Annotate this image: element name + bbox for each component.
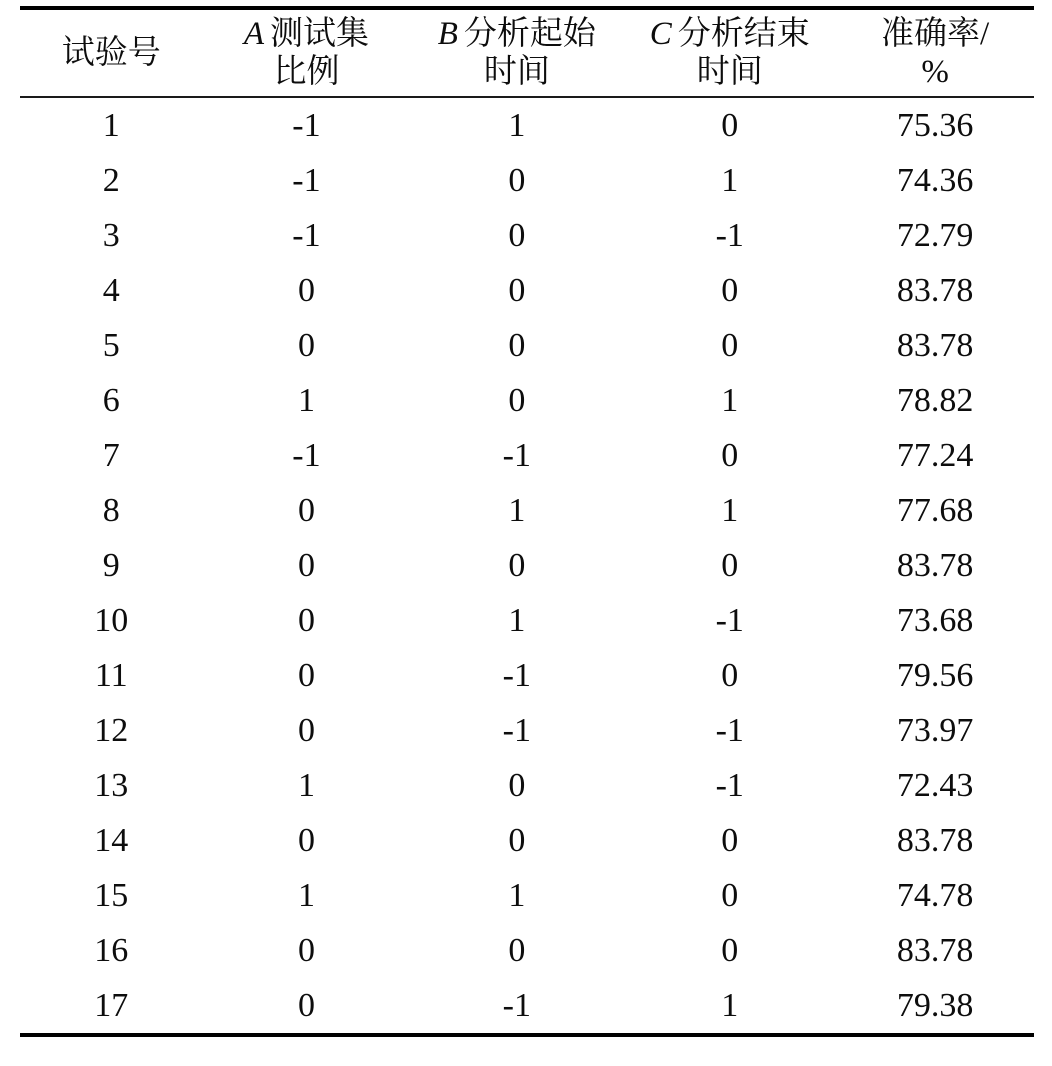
table-row (20, 153, 1034, 208)
table-cell: 74.78 (896, 876, 974, 914)
table-cell: 0 (297, 821, 315, 859)
column-header-accuracy (836, 8, 1034, 97)
header-line2: 时间 (483, 54, 550, 90)
table-cell: 83.78 (896, 546, 974, 584)
table-cell: -1 (292, 436, 321, 474)
table-cell: 1 (721, 491, 739, 529)
table-cell: 77.24 (896, 436, 974, 474)
column-header-factor-b (410, 8, 623, 97)
table-cell: 0 (297, 931, 315, 969)
table-cell: 1 (297, 766, 315, 804)
table-cell: 83.78 (896, 821, 974, 859)
table-cell: 0 (508, 931, 526, 969)
table-cell: 1 (508, 601, 526, 639)
table-cell: 0 (508, 161, 526, 199)
table-cell: 7 (102, 436, 120, 474)
table-cell: 1 (297, 381, 315, 419)
column-header-trial-number (20, 8, 203, 97)
table-cell: -1 (715, 216, 744, 254)
table-cell: 1 (721, 986, 739, 1024)
table-cell: 0 (297, 326, 315, 364)
table-cell: 12 (94, 711, 129, 749)
header-line1: 分析起始 (463, 15, 596, 52)
table-row (20, 758, 1034, 813)
table-cell: 83.78 (896, 326, 974, 364)
table-row (20, 97, 1034, 153)
table-cell: 0 (297, 491, 315, 529)
header-line1: 测试集 (270, 15, 369, 52)
table-cell: -1 (715, 601, 744, 639)
table-row (20, 923, 1034, 978)
table-cell: 8 (102, 491, 120, 529)
table-cell: 0 (721, 821, 739, 859)
table-cell: 1 (508, 106, 526, 144)
factor-letter: C (649, 15, 672, 52)
table-cell: 0 (508, 546, 526, 584)
table-cell: 0 (508, 326, 526, 364)
table-row (20, 813, 1034, 868)
table-cell: 0 (508, 381, 526, 419)
table-cell: 1 (297, 876, 315, 914)
table-cell: 0 (721, 656, 739, 694)
table-cell: 17 (94, 986, 129, 1024)
table-cell: 73.68 (896, 601, 974, 639)
column-header-factor-a (203, 8, 411, 97)
table-cell: 72.43 (896, 766, 974, 804)
table-row (20, 703, 1034, 758)
table-cell: 0 (721, 876, 739, 914)
table-row (20, 648, 1034, 703)
table-cell: 4 (102, 271, 120, 309)
experiment-table-container (20, 6, 1034, 1037)
table-cell: 0 (297, 986, 315, 1024)
table-cell: 0 (508, 216, 526, 254)
table-cell: -1 (292, 216, 321, 254)
table-cell: 0 (297, 601, 315, 639)
table-cell: 0 (297, 656, 315, 694)
table-cell: 0 (721, 106, 739, 144)
table-cell: 3 (102, 216, 120, 254)
table-cell: 0 (721, 436, 739, 474)
table-cell: 75.36 (896, 106, 974, 144)
table-row (20, 428, 1034, 483)
table-row (20, 593, 1034, 648)
header-line2: 时间 (696, 54, 763, 90)
table-row (20, 208, 1034, 263)
table-cell: -1 (715, 711, 744, 749)
table-cell: 74.36 (896, 161, 974, 199)
table-cell: -1 (292, 106, 321, 144)
table-cell: 0 (508, 821, 526, 859)
table-cell: 11 (94, 656, 128, 694)
factor-letter: B (437, 15, 458, 52)
table-cell: -1 (292, 161, 321, 199)
table-cell: 10 (94, 601, 129, 639)
table-cell: -1 (502, 656, 531, 694)
table-cell: 83.78 (896, 271, 974, 309)
table-cell: 1 (102, 106, 120, 144)
header-line1: 准确率/ (881, 15, 990, 52)
table-row (20, 978, 1034, 1035)
table-row (20, 318, 1034, 373)
table-cell: 1 (508, 876, 526, 914)
table-cell: 1 (721, 381, 739, 419)
table-cell: 15 (94, 876, 129, 914)
table-cell: 14 (94, 821, 129, 859)
table-cell: 73.97 (896, 711, 974, 749)
table-cell: 79.38 (896, 986, 974, 1024)
table-cell: -1 (502, 711, 531, 749)
table-cell: -1 (502, 986, 531, 1024)
table-cell: 79.56 (896, 656, 974, 694)
table-cell: 78.82 (896, 381, 974, 419)
table-row (20, 538, 1034, 593)
header-line1: 试验号 (61, 34, 161, 71)
table-cell: 0 (297, 271, 315, 309)
table-cell: 0 (721, 546, 739, 584)
table-cell: 0 (508, 271, 526, 309)
table-cell: 0 (508, 766, 526, 804)
table-cell: 0 (297, 711, 315, 749)
table-cell: 1 (508, 491, 526, 529)
table-cell: 2 (102, 161, 120, 199)
table-cell: -1 (502, 436, 531, 474)
table-cell: 5 (102, 326, 120, 364)
table-row (20, 483, 1034, 538)
table-header (20, 8, 1034, 97)
experiment-table (20, 6, 1034, 1037)
table-cell: 6 (102, 381, 120, 419)
table-cell: 9 (102, 546, 120, 584)
table-cell: -1 (715, 766, 744, 804)
table-cell: 72.79 (896, 216, 974, 254)
table-cell: 16 (94, 931, 129, 969)
header-line1: 分析结束 (677, 15, 810, 52)
table-cell: 13 (94, 766, 129, 804)
table-row (20, 868, 1034, 923)
table-row (20, 373, 1034, 428)
table-cell: 0 (721, 931, 739, 969)
factor-letter: A (243, 15, 265, 52)
header-line2: 比例 (273, 54, 340, 90)
table-body (20, 97, 1034, 1035)
table-cell: 0 (721, 271, 739, 309)
table-cell: 83.78 (896, 931, 974, 969)
table-cell: 0 (297, 546, 315, 584)
column-header-factor-c (623, 8, 836, 97)
table-cell: 0 (721, 326, 739, 364)
table-row (20, 263, 1034, 318)
table-cell: 77.68 (896, 491, 974, 529)
header-row (20, 8, 1034, 97)
header-line2: % (921, 54, 949, 90)
table-cell: 1 (721, 161, 739, 199)
